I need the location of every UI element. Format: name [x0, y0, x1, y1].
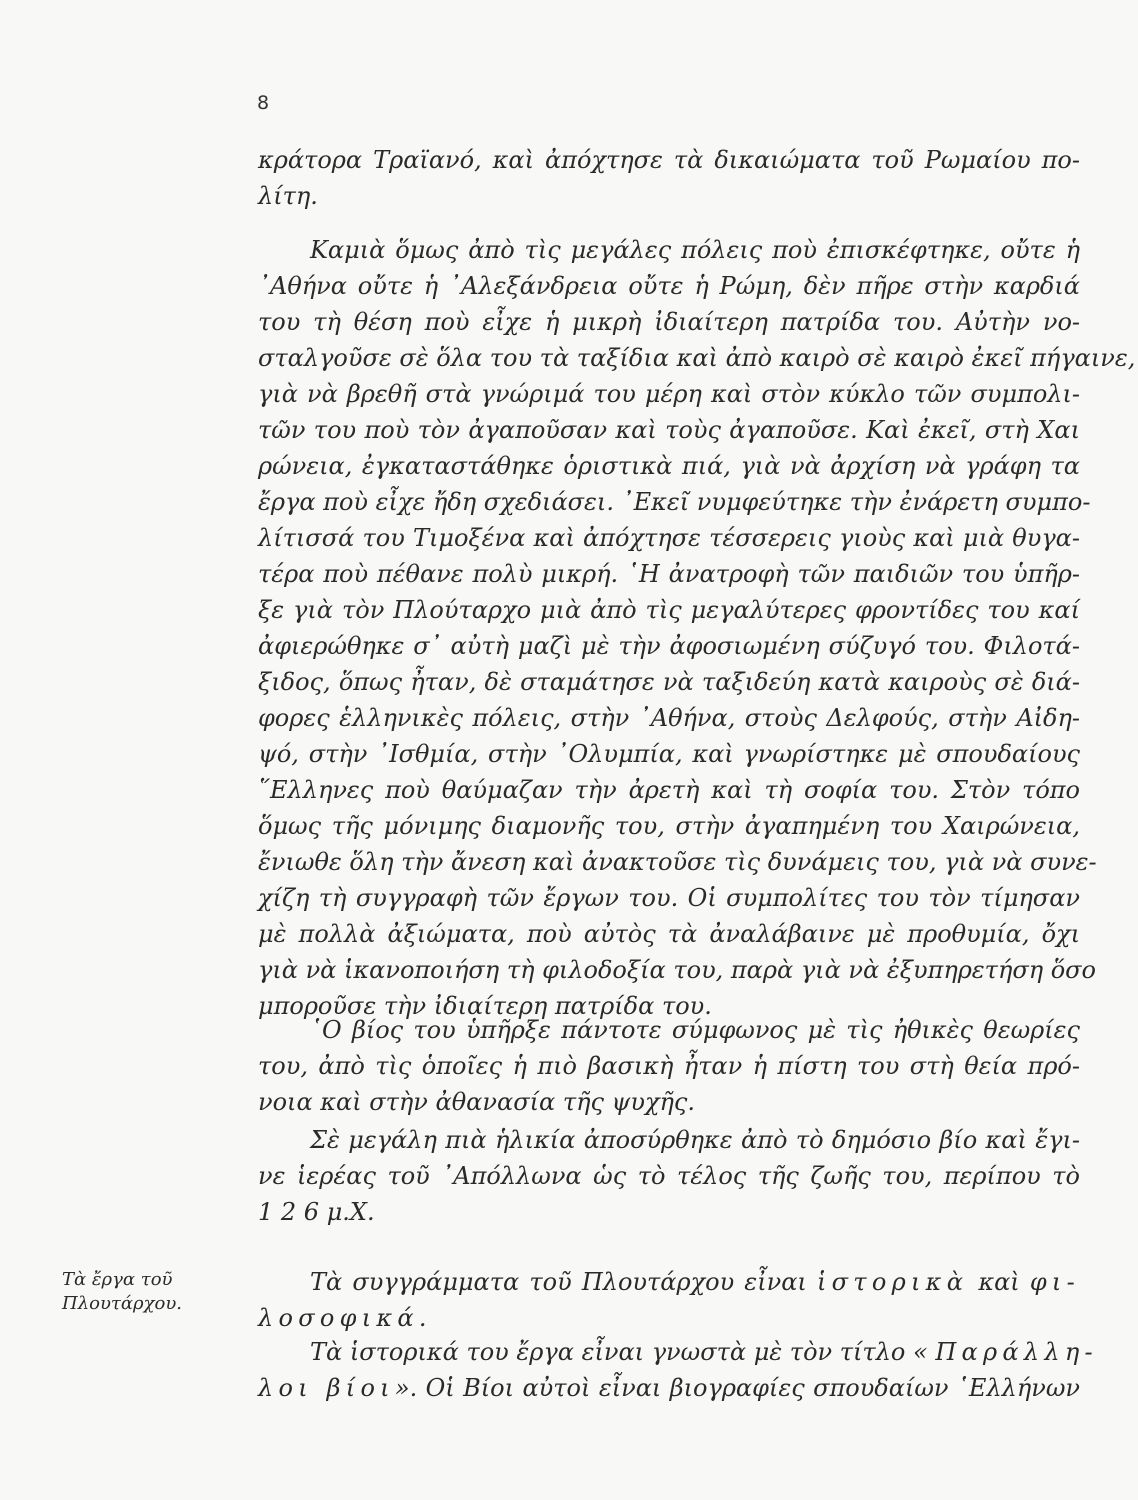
text-line: ἔνιωθε ὅλη τὴν ἄνεση καὶ ἀνακτοῦσε τὶς δυνάμεις του, γιὰ νὰ συνε-	[258, 848, 1097, 876]
text-line: σταλγοῦσε σὲ ὅλα του τὰ ταξίδια καὶ ἀπὸ καιρὸ σὲ καιρὸ ἐκεῖ πήγαινε,	[258, 344, 1136, 372]
paragraph-1	[258, 142, 1080, 214]
text-line: Καμιὰ ὅμως ἀπὸ τὶς μεγάλες πόλεις ποὺ ἐπισκέφτηκε, οὔτε ἡ	[310, 236, 1080, 264]
spaced-term: φι-	[1029, 1268, 1080, 1296]
text-line: γιὰ νὰ βρεθῆ στὰ γνώριμά του μέρη καὶ στὸν κύκλο τῶν συμπολι-	[258, 380, 1080, 408]
text-line: ᾿Αθήνα οὔτε ἡ ᾿Αλεξάνδρεια οὔτε ἡ Ρώμη, δὲν πῆρε στὴν καρδιά	[258, 272, 1080, 300]
text-line	[258, 1264, 1080, 1300]
text-line: χίζη τὴ συγγραφὴ τῶν ἔργων του. Οἱ συμπολίτες του τὸν τίμησαν	[258, 884, 1080, 912]
margin-note-line: Πλουτάρχου.	[62, 1293, 182, 1314]
text-line: κράτορα Τραϊανό, καὶ ἀπόχτησε τὰ δικαιώματα τοῦ Ρωμαίου πο-	[258, 146, 1080, 174]
page-number: 8	[257, 92, 270, 114]
text-line: νε ἱερέας τοῦ ᾿Απόλλωνα ὡς τὸ τέλος τῆς ζωῆς του, περίπου τὸ	[258, 1162, 1080, 1190]
spaced-term: Παράλλη-	[935, 1338, 1098, 1366]
text-line: λίτη.	[258, 182, 318, 210]
text-line: Σὲ μεγάλη πιὰ ἡλικία ἀποσύρθηκε ἀπὸ τὸ δημόσιο βίο καὶ ἔγι-	[310, 1126, 1080, 1154]
paragraph-3	[258, 1012, 1080, 1120]
text-line: ρώνεια, ἐγκαταστάθηκε ὁριστικὰ πιά, γιὰ νὰ ἀρχίση νὰ γράφη τα	[258, 452, 1080, 480]
text-line: ἔργα ποὺ εἶχε ἤδη σχεδιάσει. ᾿Εκεῖ νυμφεύτηκε τὴν ἐνάρετη συμπο-	[258, 488, 1091, 516]
margin-note	[62, 1268, 212, 1316]
text-line: γιὰ νὰ ἱκανοποιήση τὴ φιλοδοξία του, παρὰ γιὰ νὰ ἐξυπηρετήση ὅσο	[258, 956, 1097, 984]
text-run: Τὰ ἱστορικά του ἔργα εἶναι γνωστὰ μὲ τὸν τίτλο «	[310, 1338, 936, 1366]
spaced-term: λοι βίοι	[258, 1374, 395, 1402]
text-line: μὲ πολλὰ ἀξιώματα, ποὺ αὐτὸς τὰ ἀναλάβαινε μὲ προθυμία, ὄχι	[258, 920, 1080, 948]
paragraph-6	[258, 1334, 1098, 1406]
spaced-term: λοσοφικά	[258, 1304, 419, 1332]
text-line: μποροῦσε τὴν ἰδιαίτερη πατρίδα του.	[258, 992, 712, 1020]
text-line	[258, 1300, 1080, 1336]
text-line: τέρα ποὺ πέθανε πολὺ μικρή. ῾Η ἀνατροφὴ τῶν παιδιῶν του ὑπῆρ-	[258, 560, 1080, 588]
text-line: τῶν του ποὺ τὸν ἀγαποῦσαν καὶ τοὺς ἀγαποῦσε. Καὶ ἐκεῖ, στὴ Χαι	[258, 416, 1080, 444]
text-line: του, ἀπὸ τὶς ὁποῖες ἡ πιὸ βασικὴ ἦταν ἡ πίστη του στὴ θεία πρό-	[258, 1052, 1080, 1080]
text-line	[258, 1334, 1098, 1370]
text-run: καὶ	[968, 1268, 1030, 1296]
paragraph-5	[258, 1264, 1080, 1336]
text-run: .	[418, 1304, 427, 1332]
spaced-term: ἱστορικὰ	[816, 1268, 969, 1296]
margin-note-line: Τὰ ἔργα τοῦ	[62, 1269, 173, 1290]
text-run: Τὰ συγγράμματα τοῦ Πλουτάρχου εἶναι	[310, 1268, 817, 1296]
text-line: ξιδος, ὅπως ἦταν, δὲ σταμάτησε νὰ ταξιδεύη κατὰ καιροὺς σὲ διά-	[258, 668, 1080, 696]
text-line	[258, 1370, 1080, 1406]
text-line: ψό, στὴν ᾿Ισθμία, στὴν ᾿Ολυμπία, καὶ γνωρίστηκε μὲ σπουδαίους	[258, 740, 1080, 768]
text-line: νοια καὶ στὴν ἀθανασία τῆς ψυχῆς.	[258, 1088, 695, 1116]
text-line: του τὴ θέση ποὺ εἶχε ἡ μικρὴ ἰδιαίτερη πατρίδα του. Αὐτὴν νο-	[258, 308, 1080, 336]
text-line: ῾Ο βίος του ὑπῆρξε πάντοτε σύμφωνος μὲ τὶς ἠθικὲς θεωρίες	[310, 1016, 1080, 1044]
text-line: ὅμως τῆς μόνιμης διαμονῆς του, στὴν ἀγαπημένη του Χαιρώνεια,	[258, 812, 1080, 840]
text-line: ξε γιὰ τὸν Πλούταρχο μιὰ ἀπὸ τὶς μεγαλύτερες φροντίδες του καί	[258, 596, 1080, 624]
text-line: ἀφιερώθηκε σ᾿ αὐτὴ μαζὶ μὲ τὴν ἀφοσιωμένη σύζυγό του. Φιλοτά-	[258, 632, 1080, 660]
paragraph-2	[258, 232, 1136, 1024]
text-line: ῞Ελληνες ποὺ θαύμαζαν τὴν ἀρετὴ καὶ τὴ σοφία του. Στὸν τόπο	[258, 776, 1080, 804]
paragraph-4	[258, 1122, 1080, 1230]
text-line: 1 2 6 μ.Χ.	[258, 1198, 375, 1226]
text-line: φορες ἑλληνικὲς πόλεις, στὴν ᾿Αθήνα, στοὺς Δελφούς, στὴν Αἰδη-	[258, 704, 1080, 732]
text-run: ». Οἱ Βίοι αὐτοὶ εἶναι βιογραφίες σπουδαίων ῾Ελλήνων	[394, 1374, 1080, 1402]
text-line: λίτισσά του Τιμοξένα καὶ ἀπόχτησε τέσσερεις γιοὺς καὶ μιὰ θυγα-	[258, 524, 1080, 552]
